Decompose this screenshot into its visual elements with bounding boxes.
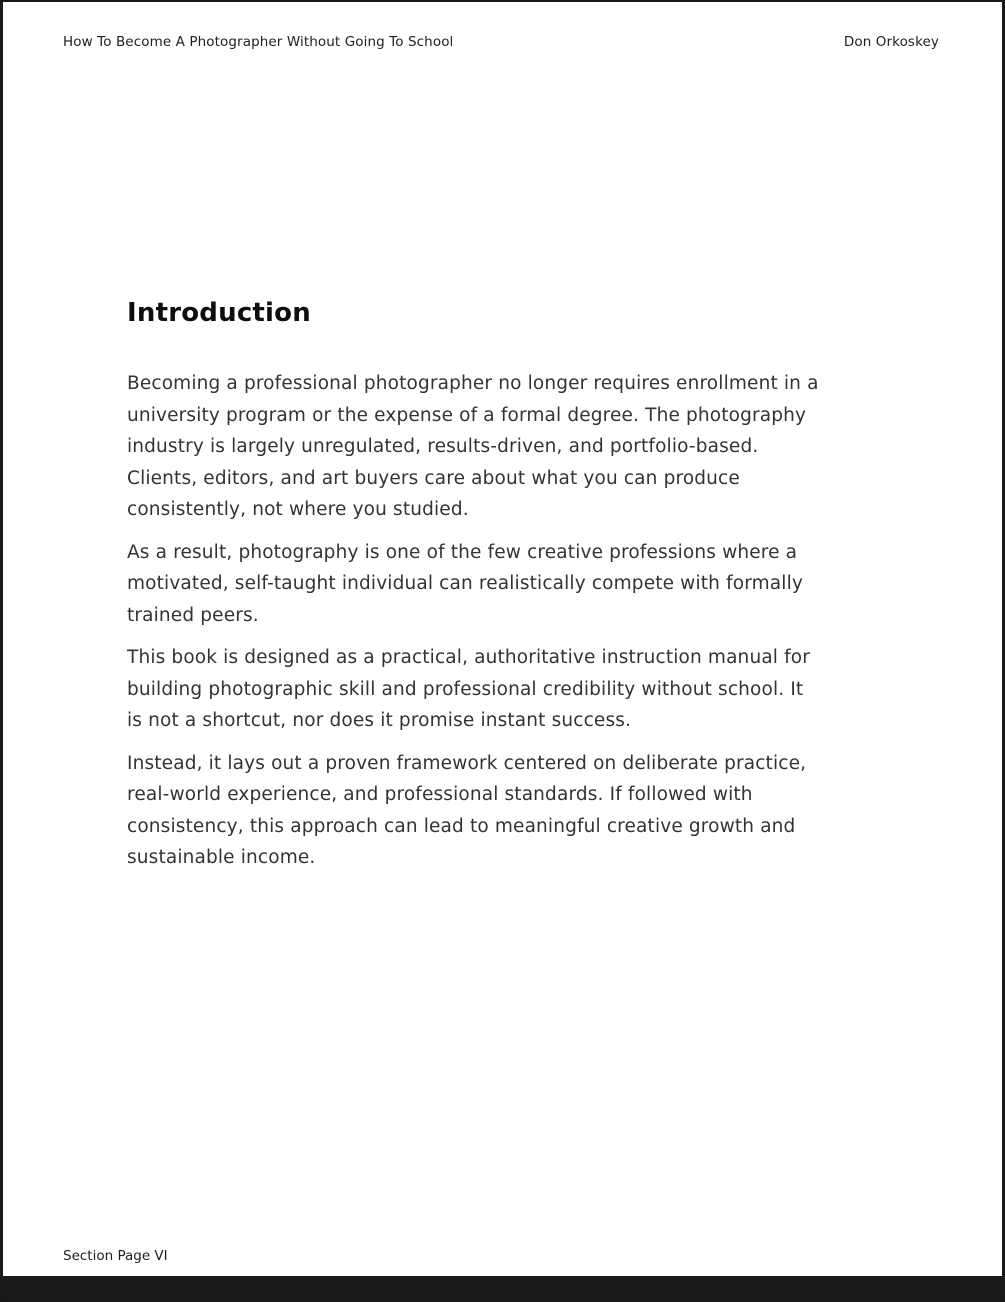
paragraph: This book is designed as a practical, authoritative instruction manual for building photographic skill and professional credibility without school. It is not a shortcut, nor does it promise instant success. [127, 647, 811, 731]
chapter-heading: Introduction [127, 298, 311, 328]
header-book-title: How To Become A Photographer Without Going To School [63, 34, 454, 50]
paragraph: Instead, it lays out a proven framework centered on deliberate practice, real-world experience, and professional standards. If followed with consistency, this approach can lead to meaningful creative growth and sustainable income. [127, 752, 807, 868]
paragraph: As a result, photography is one of the few creative professions where a motivated, self-taught individual can realistically compete with formally trained peers. [127, 541, 803, 626]
page-content [127, 50, 877, 874]
header-author-name: Don Orkoskey [843, 34, 939, 50]
body-text [127, 368, 877, 874]
page-footer-label: Section Page VI [63, 1248, 168, 1264]
paragraph: Becoming a professional photographer no longer requires enrollment in a university program or the expense of a formal degree. The photography industry is largely unregulated, results-driven, and portfolio-based. Clients, editors, and art buyers care about what you can produce consistently, not where you studied. [127, 373, 819, 520]
running-header [3, 2, 1002, 50]
